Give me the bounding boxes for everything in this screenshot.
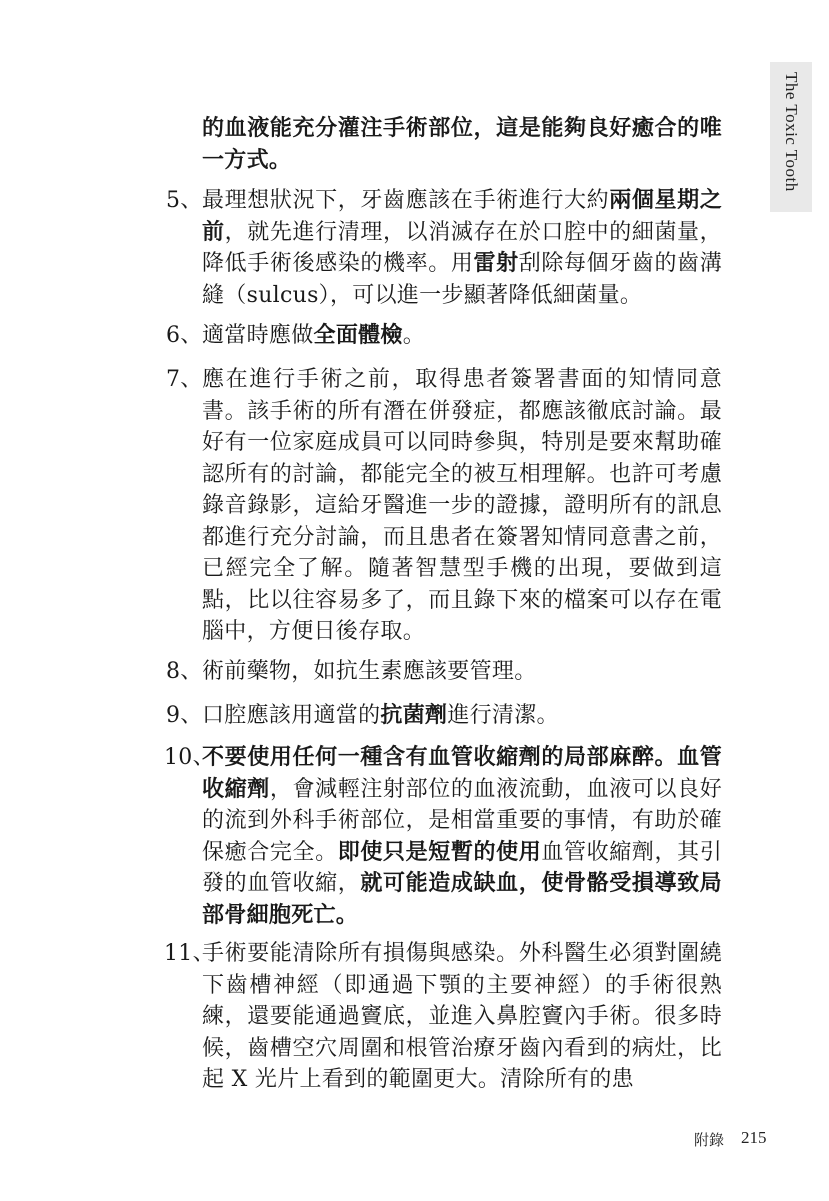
item-text: 血管收縮劑，其引發的血管收縮， — [202, 839, 722, 896]
running-title: The Toxic Tooth — [782, 72, 801, 192]
list-item-6 — [166, 320, 722, 352]
item-bold-text: 全面體檢 — [313, 323, 403, 348]
page-number: 215 — [741, 1128, 767, 1147]
item-number: 9、 — [166, 703, 203, 728]
footer-section-label: 附錄 — [694, 1131, 725, 1149]
list-item-7 — [166, 364, 722, 648]
item-text: ，會減輕注射部位的血液流動，血液可以良好的流到外科手術部位，是相當重要的事情，有助於確保癒合完全。 — [202, 776, 722, 865]
item-number: 6、 — [166, 323, 203, 348]
list-item-5 — [166, 185, 722, 311]
item-text: 最理想狀況下，牙齒應該在手術進行大約 — [202, 188, 610, 213]
item-text: 術前藥物，如抗生素應該要管理。 — [202, 659, 537, 684]
list-item-11 — [164, 938, 722, 1096]
item-bold-text: 不要使用任何一種含有血管收縮劑的局部麻醉。血管收縮劑 — [202, 745, 722, 802]
item-number: 5、 — [166, 188, 203, 213]
item-number: 7、 — [166, 367, 203, 392]
item-bold-text: 兩個星期之前 — [202, 188, 722, 245]
item-text: ，就先進行清理，以消滅存在於口腔中的細菌量，降低手術後感染的機率。用 — [202, 219, 722, 276]
item-number: 10、 — [164, 745, 215, 770]
list-item-8 — [166, 656, 722, 688]
item-text: 進行清潔。 — [447, 703, 559, 728]
list-item-10 — [164, 742, 722, 931]
item-text: 刮除每個牙齒的齒溝縫（sulcus），可以進一步顯著降低細菌量。 — [202, 251, 722, 308]
list-item-9 — [166, 700, 722, 732]
item-text: 適當時應做 — [202, 323, 314, 348]
item-text: 應在進行手術之前，取得患者簽署書面的知情同意書。該手術的所有潛在併發症，都應該徹底討論。最好有一位家庭成員可以同時參與，特別是要來幫助確認所有的討論，都能完全的被互相理解。也許可考慮錄音錄影，這給牙醫進一步的證據，證明所有的訊息都進行充分討論，而且患者在簽署知情同意書之前，已經完全了解。隨著智慧型手機的出現，要做到這點，比以往容易多了，而且錄下來的檔案可以存在電腦中，方便日後存取。 — [202, 367, 722, 644]
item-text: 口腔應該用適當的 — [202, 703, 381, 728]
item-text: 。 — [402, 323, 426, 348]
item-bold-text: 即使只是短暫的使用 — [337, 839, 542, 865]
item-text: 手術要能清除所有損傷與感染。外科醫生必須對圍繞下齒槽神經（即通過下顎的主要神經）的手術很熟練，還要能通過竇底，並進入鼻腔竇內手術。很多時候，齒槽空穴周圍和根管治療牙齒內看到的病灶，比起 X 光片上看到的範圍更大。清除所有的患 — [202, 941, 722, 1092]
item-bold-text: 雷射 — [473, 251, 519, 276]
item-number: 11、 — [164, 941, 215, 966]
item-bold-text: 抗菌劑 — [380, 703, 448, 728]
item-number: 8、 — [166, 659, 203, 684]
item-bold-text: 就可能造成缺血，使骨骼受損導致局部骨細胞死亡。 — [202, 871, 722, 928]
intro-paragraph — [202, 113, 722, 176]
intro-text: 的血液能充分灌注手術部位，這是能夠良好癒合的唯一方式。 — [202, 116, 722, 173]
